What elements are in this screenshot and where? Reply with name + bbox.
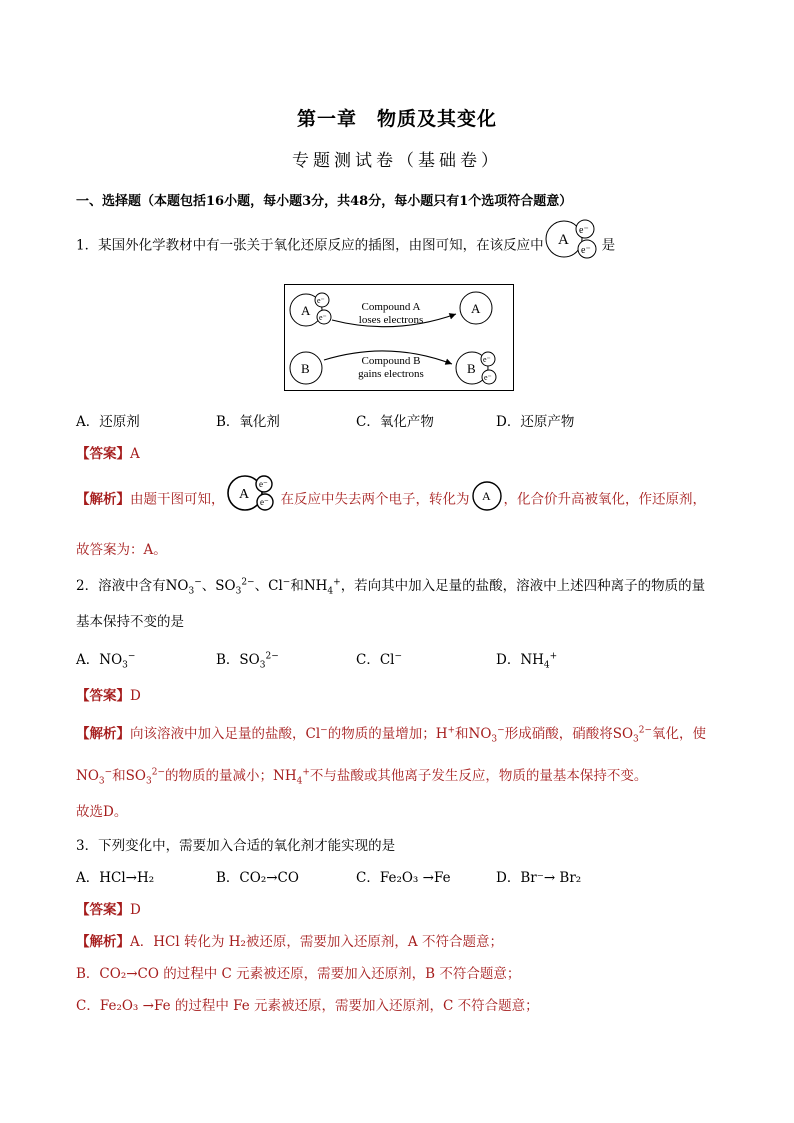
q1-analysis-part3: ，化合价升高被氧化，作还原剂，	[503, 491, 706, 508]
chloride-ion: Cl−	[268, 577, 291, 594]
q2-options	[76, 648, 636, 671]
sulfite-ion: $SO_3^{2-}$	[612, 725, 653, 745]
nitrate-ion: $NO_3^-$	[76, 767, 113, 787]
answer-tag: 【答案】	[76, 688, 130, 704]
atom-a-label: A	[481, 489, 491, 503]
q2-conclusion: 故选D。	[76, 804, 128, 820]
nitrate-ion: $NO_3^-$	[165, 577, 202, 597]
hydrogen-ion: H+	[435, 725, 456, 742]
right-b-electron-2-label: e⁻	[484, 373, 492, 382]
q3-options	[76, 866, 636, 886]
q1-stem	[76, 225, 616, 260]
analysis-tag: 【解析】	[76, 726, 130, 742]
q3-analysis-c: C．Fe₂O₃ →Fe 的过程中 Fe 元素被还原，需要加入还原剂，C 不符合题意；	[76, 998, 539, 1014]
q1-option-a: A．还原剂	[76, 414, 140, 430]
electron-2-label: e⁻	[580, 245, 591, 256]
q2-option-a: A．$NO_3^-$	[76, 651, 136, 671]
section-heading: 一、选择题（本题包括16小题，每小题3分，共48分，每小题只有1个选项符合题意）	[76, 194, 573, 209]
separator: 、	[201, 578, 216, 594]
right-a-label: A	[471, 301, 481, 316]
q1-analysis	[76, 479, 706, 514]
sulfite-ion: $SO_3^{2-}$	[215, 577, 255, 597]
q3-option-a: A．HCl→H₂	[76, 870, 155, 886]
q3-answer-value: D	[130, 902, 141, 918]
q3-answer	[76, 898, 141, 918]
q2-stem-line2: 基本保持不变的是	[76, 614, 184, 630]
answer-tag: 【答案】	[76, 902, 130, 918]
q3-option-d: D．Br⁻→ Br₂	[496, 870, 582, 886]
ammonium-ion: $NH_4^+$	[303, 577, 341, 597]
chapter-title: 第一章 物质及其变化	[296, 108, 497, 130]
conjunction: 和	[290, 578, 304, 594]
compound-a-electrons-icon	[544, 218, 602, 260]
electron-2-label: e⁻	[259, 497, 269, 507]
nitrate-ion: $NO_3^-$	[468, 725, 505, 745]
q1-answer	[76, 442, 140, 462]
compound-a-icon	[470, 479, 504, 513]
left-a-electron-1-label: e⁻	[317, 296, 325, 305]
q1-option-b: B．氧化剂	[216, 414, 280, 430]
q2-analysis-line1: 【解析】向该溶液中加入足量的盐酸，Cl−的物质的量增加；H+和$NO_3^-$形成硝酸，硝酸将$SO_3^{2-}$氧化，使	[76, 725, 707, 745]
q1-stem-text: 1．某国外化学教材中有一张关于氧化还原反应的插图，由图可知，在该反应中	[76, 237, 544, 254]
q2-answer-value: D	[130, 688, 141, 704]
q1-options	[76, 410, 636, 430]
q2-option-b: B．$SO_3^{2-}$	[216, 651, 279, 671]
q1-answer-value: A	[130, 446, 140, 462]
q1-conclusion: 故答案为：A。	[76, 542, 167, 558]
q3-option-b: B．CO₂→CO	[216, 870, 299, 886]
analysis-tag: 【解析】	[76, 491, 130, 508]
right-b-electron-1-label: e⁻	[483, 355, 491, 364]
q2-stem-line1	[76, 574, 705, 597]
caption-b-line2: gains electrons	[358, 368, 424, 380]
q1-option-c: C．氧化产物	[356, 414, 434, 430]
q1-stem-end: 是	[601, 237, 616, 254]
q1-option-d: D．还原产物	[496, 414, 575, 430]
q3-option-c: C．Fe₂O₃ →Fe	[356, 870, 451, 886]
atom-a-label: A	[238, 487, 249, 502]
q2-analysis-line2: $NO_3^-$和$SO_3^{2-}$的物质的量减小；$NH_4^+$不与盐酸或其他离子发生反应，物质的量基本保持不变。	[76, 767, 648, 787]
q3-stem: 3．下列变化中，需要加入合适的氧化剂才能实现的是	[76, 838, 396, 854]
caption-a-line1: Compound A	[361, 301, 421, 313]
caption-b-line1: Compound B	[361, 355, 421, 367]
q2-stem-text-2: ，若向其中加入足量的盐酸，溶液中上述四种离子的物质的量	[340, 578, 706, 594]
sulfite-ion: $SO_3^{2-}$	[125, 767, 166, 787]
redox-diagram	[284, 284, 514, 392]
left-a-electron-2-label: e⁻	[319, 313, 327, 322]
electron-1-label: e⁻	[578, 225, 589, 236]
test-subtitle: 专题测试卷（基础卷）	[292, 151, 502, 171]
q2-option-c: C．Cl−	[356, 651, 403, 668]
q3-analysis-b: B．CO₂→CO 的过程中 C 元素被还原，需要加入还原剂，B 不符合题意；	[76, 966, 521, 982]
analysis-tag: 【解析】	[76, 934, 130, 950]
caption-a-line2: loses electrons	[358, 314, 424, 326]
atom-a-label: A	[557, 232, 569, 248]
q2-option-d: D．$NH_4^+$	[496, 651, 558, 671]
chloride-ion: Cl−	[305, 725, 328, 742]
left-a-label: A	[301, 303, 311, 318]
electron-1-label: e⁻	[258, 479, 268, 489]
q3-analysis-a: 【解析】A．HCl 转化为 H₂被还原，需要加入还原剂，A 不符合题意；	[76, 934, 503, 950]
answer-tag: 【答案】	[76, 446, 130, 462]
ammonium-ion: $NH_4^+$	[273, 767, 310, 787]
q1-analysis-part2: 在反应中失去两个电子，转化为	[280, 491, 470, 508]
left-b-label: B	[301, 361, 310, 376]
q2-stem-text: 2．溶液中含有	[76, 578, 166, 594]
right-b-label: B	[467, 361, 476, 376]
compound-a-electrons-icon	[225, 472, 281, 514]
q2-answer	[76, 684, 141, 704]
q1-analysis-part1: 由题干图可知，	[130, 491, 225, 508]
separator: 、	[254, 578, 269, 594]
